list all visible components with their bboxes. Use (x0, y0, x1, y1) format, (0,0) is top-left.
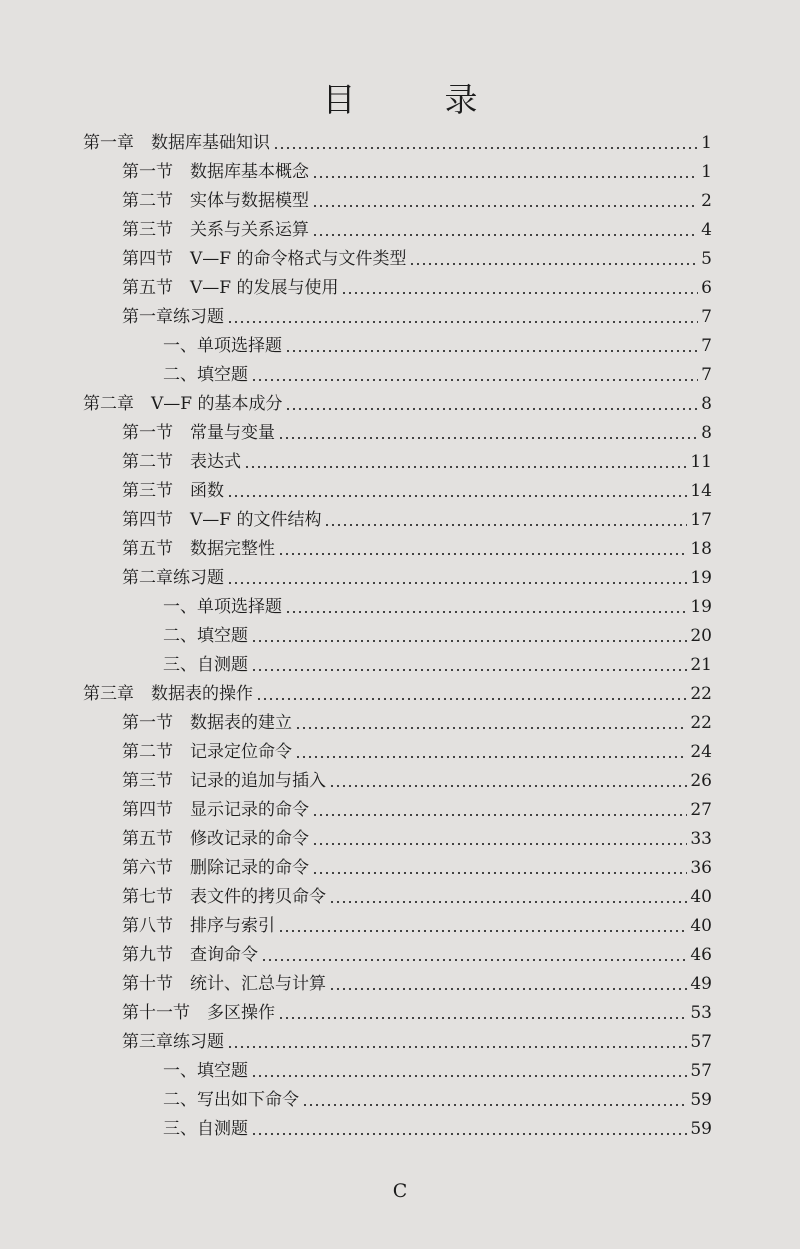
toc-entry (122, 763, 712, 792)
toc-entry-title: 第一节 常量与变量 (122, 423, 275, 443)
toc-entry-title: 第三章练习题 (122, 1032, 224, 1052)
dot-leader (273, 147, 698, 149)
toc-entry-title: 第十一节 多区操作 (122, 1003, 275, 1023)
dot-leader (227, 495, 687, 497)
dot-leader (278, 1017, 687, 1019)
toc-entry (122, 560, 712, 589)
toc-entry-page-number: 19 (690, 568, 712, 588)
toc-entry-title: 一、单项选择题 (163, 597, 282, 617)
toc-entry (163, 1111, 712, 1140)
toc-entry (122, 879, 712, 908)
toc-entry-page-number: 2 (701, 191, 712, 211)
toc-entry-page-number: 59 (690, 1090, 712, 1110)
toc-entry-title: 第二节 表达式 (122, 452, 241, 472)
toc-entry (163, 589, 712, 618)
toc-entry-page-number: 4 (701, 220, 712, 240)
toc-entry-title: 三、自测题 (163, 1119, 248, 1139)
toc-entry (122, 444, 712, 473)
toc-entry-page-number: 1 (701, 162, 712, 182)
dot-leader (295, 756, 687, 758)
dot-leader (278, 553, 687, 555)
toc-entry (122, 502, 712, 531)
dot-leader (251, 379, 698, 381)
toc-entry-title: 第九节 查询命令 (122, 945, 258, 965)
toc-entry-title: 第五节 V—F 的发展与使用 (122, 278, 339, 298)
toc-entry-page-number: 22 (690, 713, 712, 733)
toc-entry (122, 850, 712, 879)
toc-entry-page-number: 7 (701, 365, 712, 385)
toc-entry-title: 第七节 表文件的拷贝命令 (122, 887, 326, 907)
toc-entry-page-number: 21 (690, 655, 712, 675)
dot-leader (278, 930, 687, 932)
toc-entry-title: 二、填空题 (163, 365, 248, 385)
dot-leader (244, 466, 687, 468)
toc-entry-page-number: 17 (690, 510, 712, 530)
toc-entry-title: 第二章练习题 (122, 568, 224, 588)
toc-entry (122, 908, 712, 937)
dot-leader (329, 785, 687, 787)
dot-leader (285, 350, 698, 352)
toc-entry-title: 第三节 关系与关系运算 (122, 220, 309, 240)
toc-entry (122, 734, 712, 763)
toc-entry-title: 第六节 删除记录的命令 (122, 858, 309, 878)
toc-entry-title: 第三节 函数 (122, 481, 224, 501)
dot-leader (312, 814, 687, 816)
toc-entry-title: 第二节 记录定位命令 (122, 742, 292, 762)
dot-leader (341, 292, 698, 294)
toc-entry (163, 1082, 712, 1111)
toc-entry-page-number: 24 (690, 742, 712, 762)
toc-entry-title: 第三章 数据表的操作 (83, 684, 253, 704)
dot-leader (312, 872, 687, 874)
toc-entry-page-number: 7 (701, 307, 712, 327)
toc-entry-page-number: 27 (690, 800, 712, 820)
dot-leader (312, 176, 698, 178)
toc-entry (122, 415, 712, 444)
toc-entry-title: 第一节 数据表的建立 (122, 713, 292, 733)
toc-entry-page-number: 18 (690, 539, 712, 559)
toc-entry-page-number: 36 (690, 858, 712, 878)
toc-entry-page-number: 6 (701, 278, 712, 298)
dot-leader (227, 582, 687, 584)
dot-leader (324, 524, 687, 526)
toc-entry (83, 676, 712, 705)
toc-entry (122, 299, 712, 328)
toc-entry-title: 第三节 记录的追加与插入 (122, 771, 326, 791)
dot-leader (285, 611, 687, 613)
dot-leader (261, 959, 687, 961)
toc-entry-page-number: 14 (690, 481, 712, 501)
toc-entry-page-number: 7 (701, 336, 712, 356)
toc-entry (122, 241, 712, 270)
dot-leader (312, 234, 698, 236)
toc-entry-page-number: 53 (690, 1003, 712, 1023)
toc-entry (122, 966, 712, 995)
dot-leader (227, 1046, 687, 1048)
toc-entry-page-number: 19 (690, 597, 712, 617)
dot-leader (312, 205, 698, 207)
toc-entry-title: 第十节 统计、汇总与计算 (122, 974, 326, 994)
toc-entry-page-number: 46 (690, 945, 712, 965)
toc-entry (122, 212, 712, 241)
toc-entry-title: 第四节 V—F 的命令格式与文件类型 (122, 249, 407, 269)
toc-entry (122, 821, 712, 850)
toc-entry-title: 第四节 显示记录的命令 (122, 800, 309, 820)
toc-entry-title: 第一章练习题 (122, 307, 224, 327)
toc-entry-title: 第五节 数据完整性 (122, 539, 275, 559)
dot-leader (278, 437, 698, 439)
toc-entry-page-number: 26 (690, 771, 712, 791)
dot-leader (312, 843, 687, 845)
dot-leader (302, 1104, 687, 1106)
dot-leader (251, 640, 687, 642)
toc-entry-title: 第二章 V—F 的基本成分 (83, 394, 283, 414)
toc-entry-page-number: 59 (690, 1119, 712, 1139)
toc-entry-page-number: 33 (690, 829, 712, 849)
toc-entry (122, 705, 712, 734)
toc-entry-title: 第二节 实体与数据模型 (122, 191, 309, 211)
toc-entry-title: 第八节 排序与索引 (122, 916, 275, 936)
toc-entry-page-number: 11 (690, 452, 712, 472)
toc-entry (163, 328, 712, 357)
dot-leader (329, 988, 687, 990)
toc-entry (122, 154, 712, 183)
dot-leader (251, 1133, 687, 1135)
toc-entry-title: 第一节 数据库基本概念 (122, 162, 309, 182)
toc-entry-title: 一、单项选择题 (163, 336, 282, 356)
toc-entry-page-number: 40 (690, 887, 712, 907)
dot-leader (295, 727, 687, 729)
toc-entry-page-number: 5 (701, 249, 712, 269)
toc-entry-page-number: 22 (690, 684, 712, 704)
toc-entry (122, 995, 712, 1024)
toc-entry-page-number: 57 (690, 1061, 712, 1081)
dot-leader (251, 1075, 687, 1077)
page-title: 目 录 (322, 80, 506, 119)
toc-entry-page-number: 57 (690, 1032, 712, 1052)
dot-leader (227, 321, 698, 323)
toc-entry-page-number: 8 (701, 423, 712, 443)
toc-entry (163, 618, 712, 647)
page-footer-letter: C (392, 1180, 408, 1202)
toc-entry-title: 三、自测题 (163, 655, 248, 675)
toc-entry-page-number: 40 (690, 916, 712, 936)
toc-entry (122, 937, 712, 966)
toc-entry (122, 1024, 712, 1053)
toc-entry (122, 270, 712, 299)
toc-entry-title: 第四节 V—F 的文件结构 (122, 510, 322, 530)
toc-entry-title: 一、填空题 (163, 1061, 248, 1081)
toc-entry (122, 473, 712, 502)
dot-leader (256, 698, 687, 700)
dot-leader (285, 408, 698, 410)
toc-entry-page-number: 8 (701, 394, 712, 414)
toc-entry-title: 第一章 数据库基础知识 (83, 133, 270, 153)
toc-entry (122, 183, 712, 212)
toc-entry (122, 531, 712, 560)
toc-entry (83, 125, 712, 154)
toc-entry (163, 1053, 712, 1082)
toc-entry-title: 第五节 修改记录的命令 (122, 829, 309, 849)
toc-entry (122, 792, 712, 821)
dot-leader (251, 669, 687, 671)
toc-entry (163, 647, 712, 676)
toc-entry-title: 二、填空题 (163, 626, 248, 646)
toc-entry-title: 二、写出如下命令 (163, 1090, 299, 1110)
toc-entry-page-number: 20 (690, 626, 712, 646)
toc-entry-page-number: 49 (690, 974, 712, 994)
toc-entry (163, 357, 712, 386)
toc-entry (83, 386, 712, 415)
toc-entry-page-number: 1 (701, 133, 712, 153)
dot-leader (329, 901, 687, 903)
dot-leader (409, 263, 698, 265)
